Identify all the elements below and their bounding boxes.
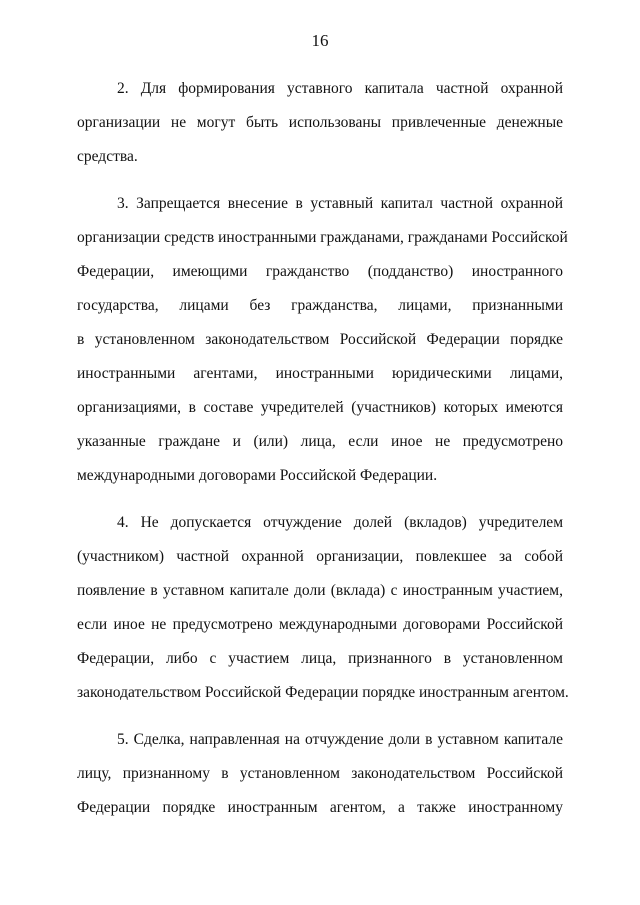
paragraph-line: если иное не предусмотрено международными договорами Российской — [77, 616, 563, 633]
paragraph-line: (участником) частной охранной организации, повлекшее за собой — [77, 548, 563, 565]
paragraph-3 — [77, 187, 568, 493]
paragraph-2 — [77, 72, 563, 174]
paragraph-line: государства, лицами без гражданства, лицами, признанными — [77, 297, 563, 314]
paragraph-line: организациями, в составе учредителей (участников) которых имеются — [77, 399, 563, 416]
paragraph-line: указанные граждане и (или) лица, если иное не предусмотрено — [77, 433, 563, 450]
paragraph-line: законодательством Российской Федерации порядке иностранным агентом. — [77, 684, 569, 701]
paragraph-line: Федерации, либо с участием лица, признанного в установленном — [77, 650, 563, 667]
paragraph-line: 5. Сделка, направленная на отчуждение доли в уставном капитале — [117, 731, 563, 748]
paragraph-line: лицу, признанному в установленном законодательством Российской — [77, 765, 563, 782]
paragraph-line: Федерации порядке иностранным агентом, а также иностранному — [77, 799, 563, 816]
paragraph-line: организации средств иностранными гражданами, гражданами Российской — [77, 229, 568, 246]
paragraph-line: появление в уставном капитале доли (вклада) с иностранным участием, — [77, 582, 563, 599]
paragraph-line: организации не могут быть использованы привлеченные денежные — [77, 114, 563, 131]
paragraph-line: средства. — [77, 148, 138, 165]
paragraph-line: международными договорами Российской Федерации. — [77, 467, 438, 484]
paragraph-line: 4. Не допускается отчуждение долей (вкладов) учредителем — [117, 514, 563, 531]
paragraph-line: Федерации, имеющими гражданство (подданство) иностранного — [77, 263, 563, 280]
paragraph-line: в установленном законодательством Российской Федерации порядке — [77, 331, 563, 348]
paragraph-4 — [77, 506, 569, 710]
paragraph-line: 3. Запрещается внесение в уставный капитал частной охранной — [117, 195, 563, 212]
paragraph-line: иностранными агентами, иностранными юридическими лицами, — [77, 365, 563, 382]
paragraph-line: 2. Для формирования уставного капитала частной охранной — [117, 80, 563, 97]
document-body — [77, 72, 569, 838]
page-number: 16 — [311, 31, 329, 50]
paragraph-5 — [77, 723, 563, 825]
